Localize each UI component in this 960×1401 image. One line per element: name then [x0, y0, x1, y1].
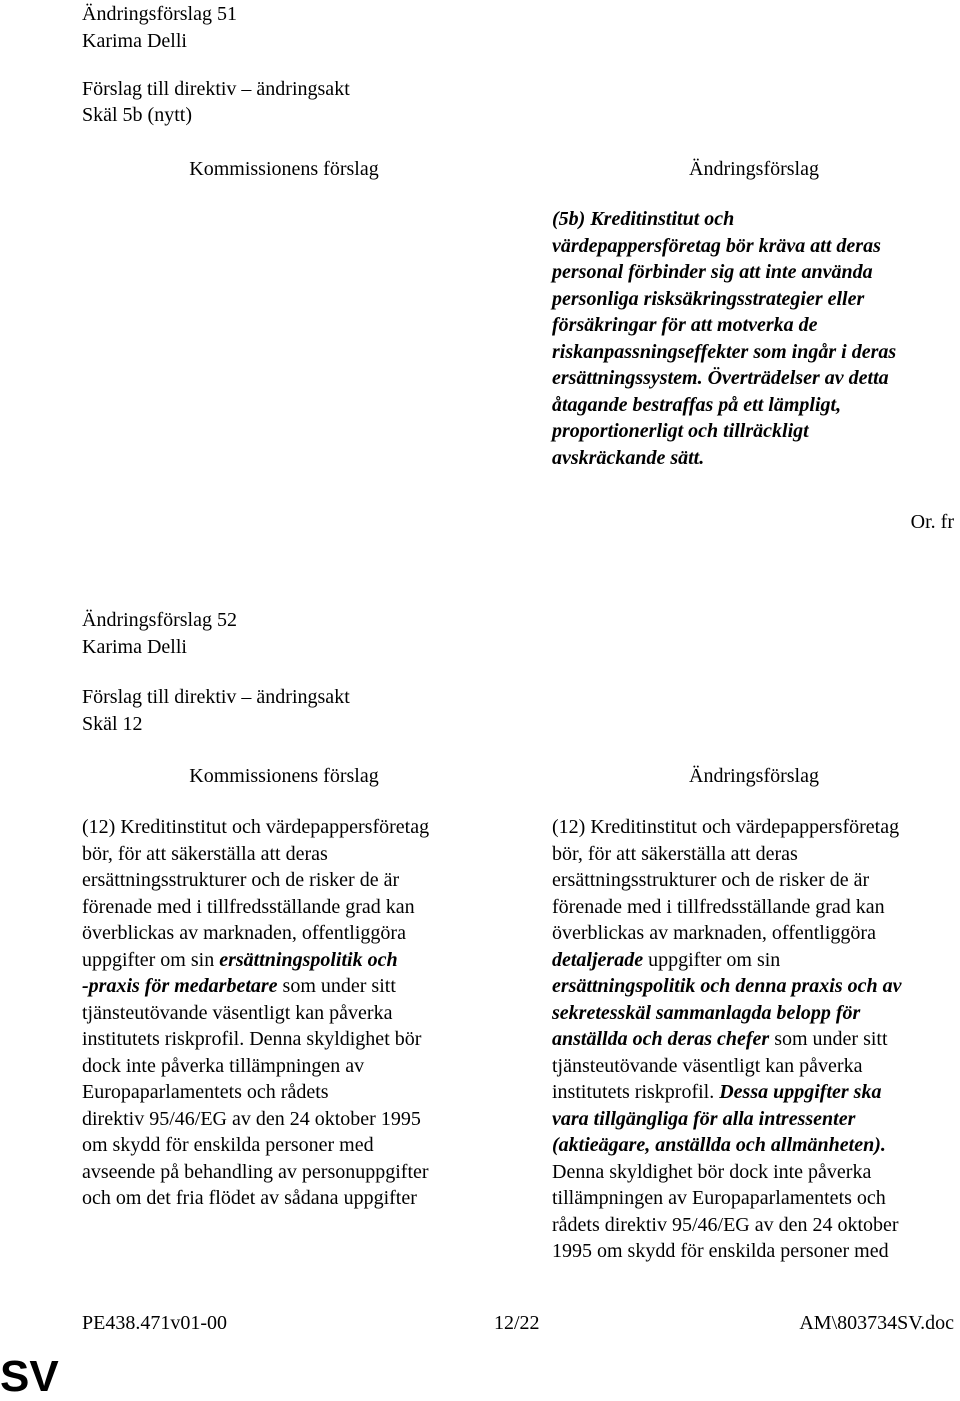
- text-line: avskräckande sätt.: [552, 446, 705, 469]
- emphasis-run: Dessa uppgifter ska: [719, 1081, 882, 1103]
- text-line: ersättningssystem. Överträdelser av detta: [552, 367, 889, 389]
- text-line: tjänsteutövande väsentligt kan påverka: [552, 1054, 863, 1077]
- text-line: rådets direktiv 95/46/EG av den 24 oktober: [552, 1213, 899, 1236]
- amendment-52-left-heading: Kommissionens förslag: [189, 765, 379, 787]
- text-run: som under sitt: [277, 975, 396, 997]
- emphasis-run: detaljerade: [552, 948, 644, 971]
- amendment-52-right-heading: Ändringsförslag: [689, 765, 819, 787]
- text-line: ersättningsstrukturer och de risker de är: [82, 869, 400, 891]
- text-line: förenade med i tillfredsställande grad kan: [82, 895, 415, 918]
- text-line: (5b) Kreditinstitut och: [552, 208, 735, 230]
- text-line: sekretesskäl sammanlagda belopp för: [552, 1001, 861, 1024]
- original-language: Or. fr: [910, 511, 954, 533]
- text-line: om skydd för enskilda personer med: [82, 1134, 374, 1156]
- amendment-52-title: Ändringsförslag 52: [82, 609, 237, 631]
- text-line: åtagande bestraffas på ett lämpligt,: [552, 393, 842, 416]
- text-line: personal förbinder sig att inte använda: [552, 261, 873, 283]
- footer-page-number: 12/22: [494, 1312, 540, 1334]
- text-line: värdepappersföretag bör kräva att deras: [552, 234, 881, 257]
- text-line: och om det fria flödet av sådana uppgifter: [82, 1187, 417, 1209]
- text-line: [82, 947, 502, 974]
- footer-reference: PE438.471v01-00: [82, 1312, 227, 1334]
- text-line: bör, för att säkerställa att deras: [82, 842, 328, 865]
- text-line: tillämpningen av Europaparlamentets och: [552, 1187, 886, 1209]
- emphasis-run: -praxis för medarbetare: [82, 975, 278, 997]
- footer-document-name: AM\803734SV.doc: [799, 1312, 954, 1334]
- text-run: uppgifter om sin: [82, 948, 220, 971]
- text-line: riskanpassningseffekter som ingår i deras: [552, 340, 897, 363]
- emphasis-run: anställda och deras chefer: [552, 1028, 770, 1050]
- text-line: [552, 947, 957, 974]
- amendment-51-left-heading: Kommissionens förslag: [189, 158, 379, 180]
- text-line: ersättningsstrukturer och de risker de är: [552, 869, 870, 891]
- text-line: vara tillgängliga för alla intressenter: [552, 1107, 856, 1130]
- text-line: dock inte påverka tillämpningen av: [82, 1054, 365, 1077]
- text-line: institutets riskprofil. Denna skyldighet bör: [82, 1028, 422, 1050]
- text-line: (aktieägare, anställda och allmänheten).: [552, 1134, 886, 1156]
- text-line: Denna skyldighet bör dock inte påverka: [552, 1160, 872, 1183]
- text-line: ersättningspolitik och denna praxis och av: [552, 975, 902, 997]
- text-line: tjänsteutövande väsentligt kan påverka: [82, 1001, 393, 1024]
- amendment-52-proposal: Förslag till direktiv – ändringsakt: [82, 686, 350, 708]
- amendment-51-recital: Skäl 5b (nytt): [82, 104, 192, 126]
- text-line: [82, 973, 502, 1000]
- text-run: institutets riskprofil.: [552, 1081, 720, 1103]
- text-run: uppgifter om sin: [643, 948, 781, 971]
- amendment-52-author: Karima Delli: [82, 636, 187, 658]
- amendment-51-right-heading: Ändringsförslag: [689, 158, 819, 180]
- text-line: direktiv 95/46/EG av den 24 oktober 1995: [82, 1107, 421, 1130]
- amendment-51-author: Karima Delli: [82, 30, 187, 52]
- text-line: proportionerligt och tillräckligt: [552, 420, 809, 442]
- amendment-51-proposal: Förslag till direktiv – ändringsakt: [82, 78, 350, 100]
- text-line: överblickas av marknaden, offentliggöra: [552, 922, 876, 944]
- language-code: SV: [0, 1352, 59, 1401]
- text-line: (12) Kreditinstitut och värdepappersföretag: [552, 816, 900, 838]
- amendment-52-recital: Skäl 12: [82, 713, 143, 735]
- amendment-51-title: Ändringsförslag 51: [82, 3, 237, 25]
- text-run: som under sitt: [769, 1028, 888, 1050]
- text-line: överblickas av marknaden, offentliggöra: [82, 922, 406, 944]
- amendment-52-left-text: [82, 814, 502, 1212]
- text-line: bör, för att säkerställa att deras: [552, 842, 798, 865]
- amendment-52-right-text: [552, 814, 957, 1265]
- text-line: [552, 1079, 957, 1106]
- text-line: [552, 1026, 957, 1053]
- text-line: Europaparlamentets och rådets: [82, 1081, 329, 1103]
- text-line: förenade med i tillfredsställande grad kan: [552, 895, 885, 918]
- emphasis-run: ersättningspolitik och: [219, 948, 398, 971]
- text-line: 1995 om skydd för enskilda personer med: [552, 1240, 889, 1262]
- text-line: (12) Kreditinstitut och värdepappersföretag: [82, 816, 430, 838]
- text-line: försäkringar för att motverka de: [552, 314, 818, 336]
- amendment-51-right-text: [552, 206, 957, 471]
- text-line: personliga risksäkringsstrategier eller: [552, 287, 865, 310]
- text-line: avseende på behandling av personuppgifter: [82, 1160, 429, 1183]
